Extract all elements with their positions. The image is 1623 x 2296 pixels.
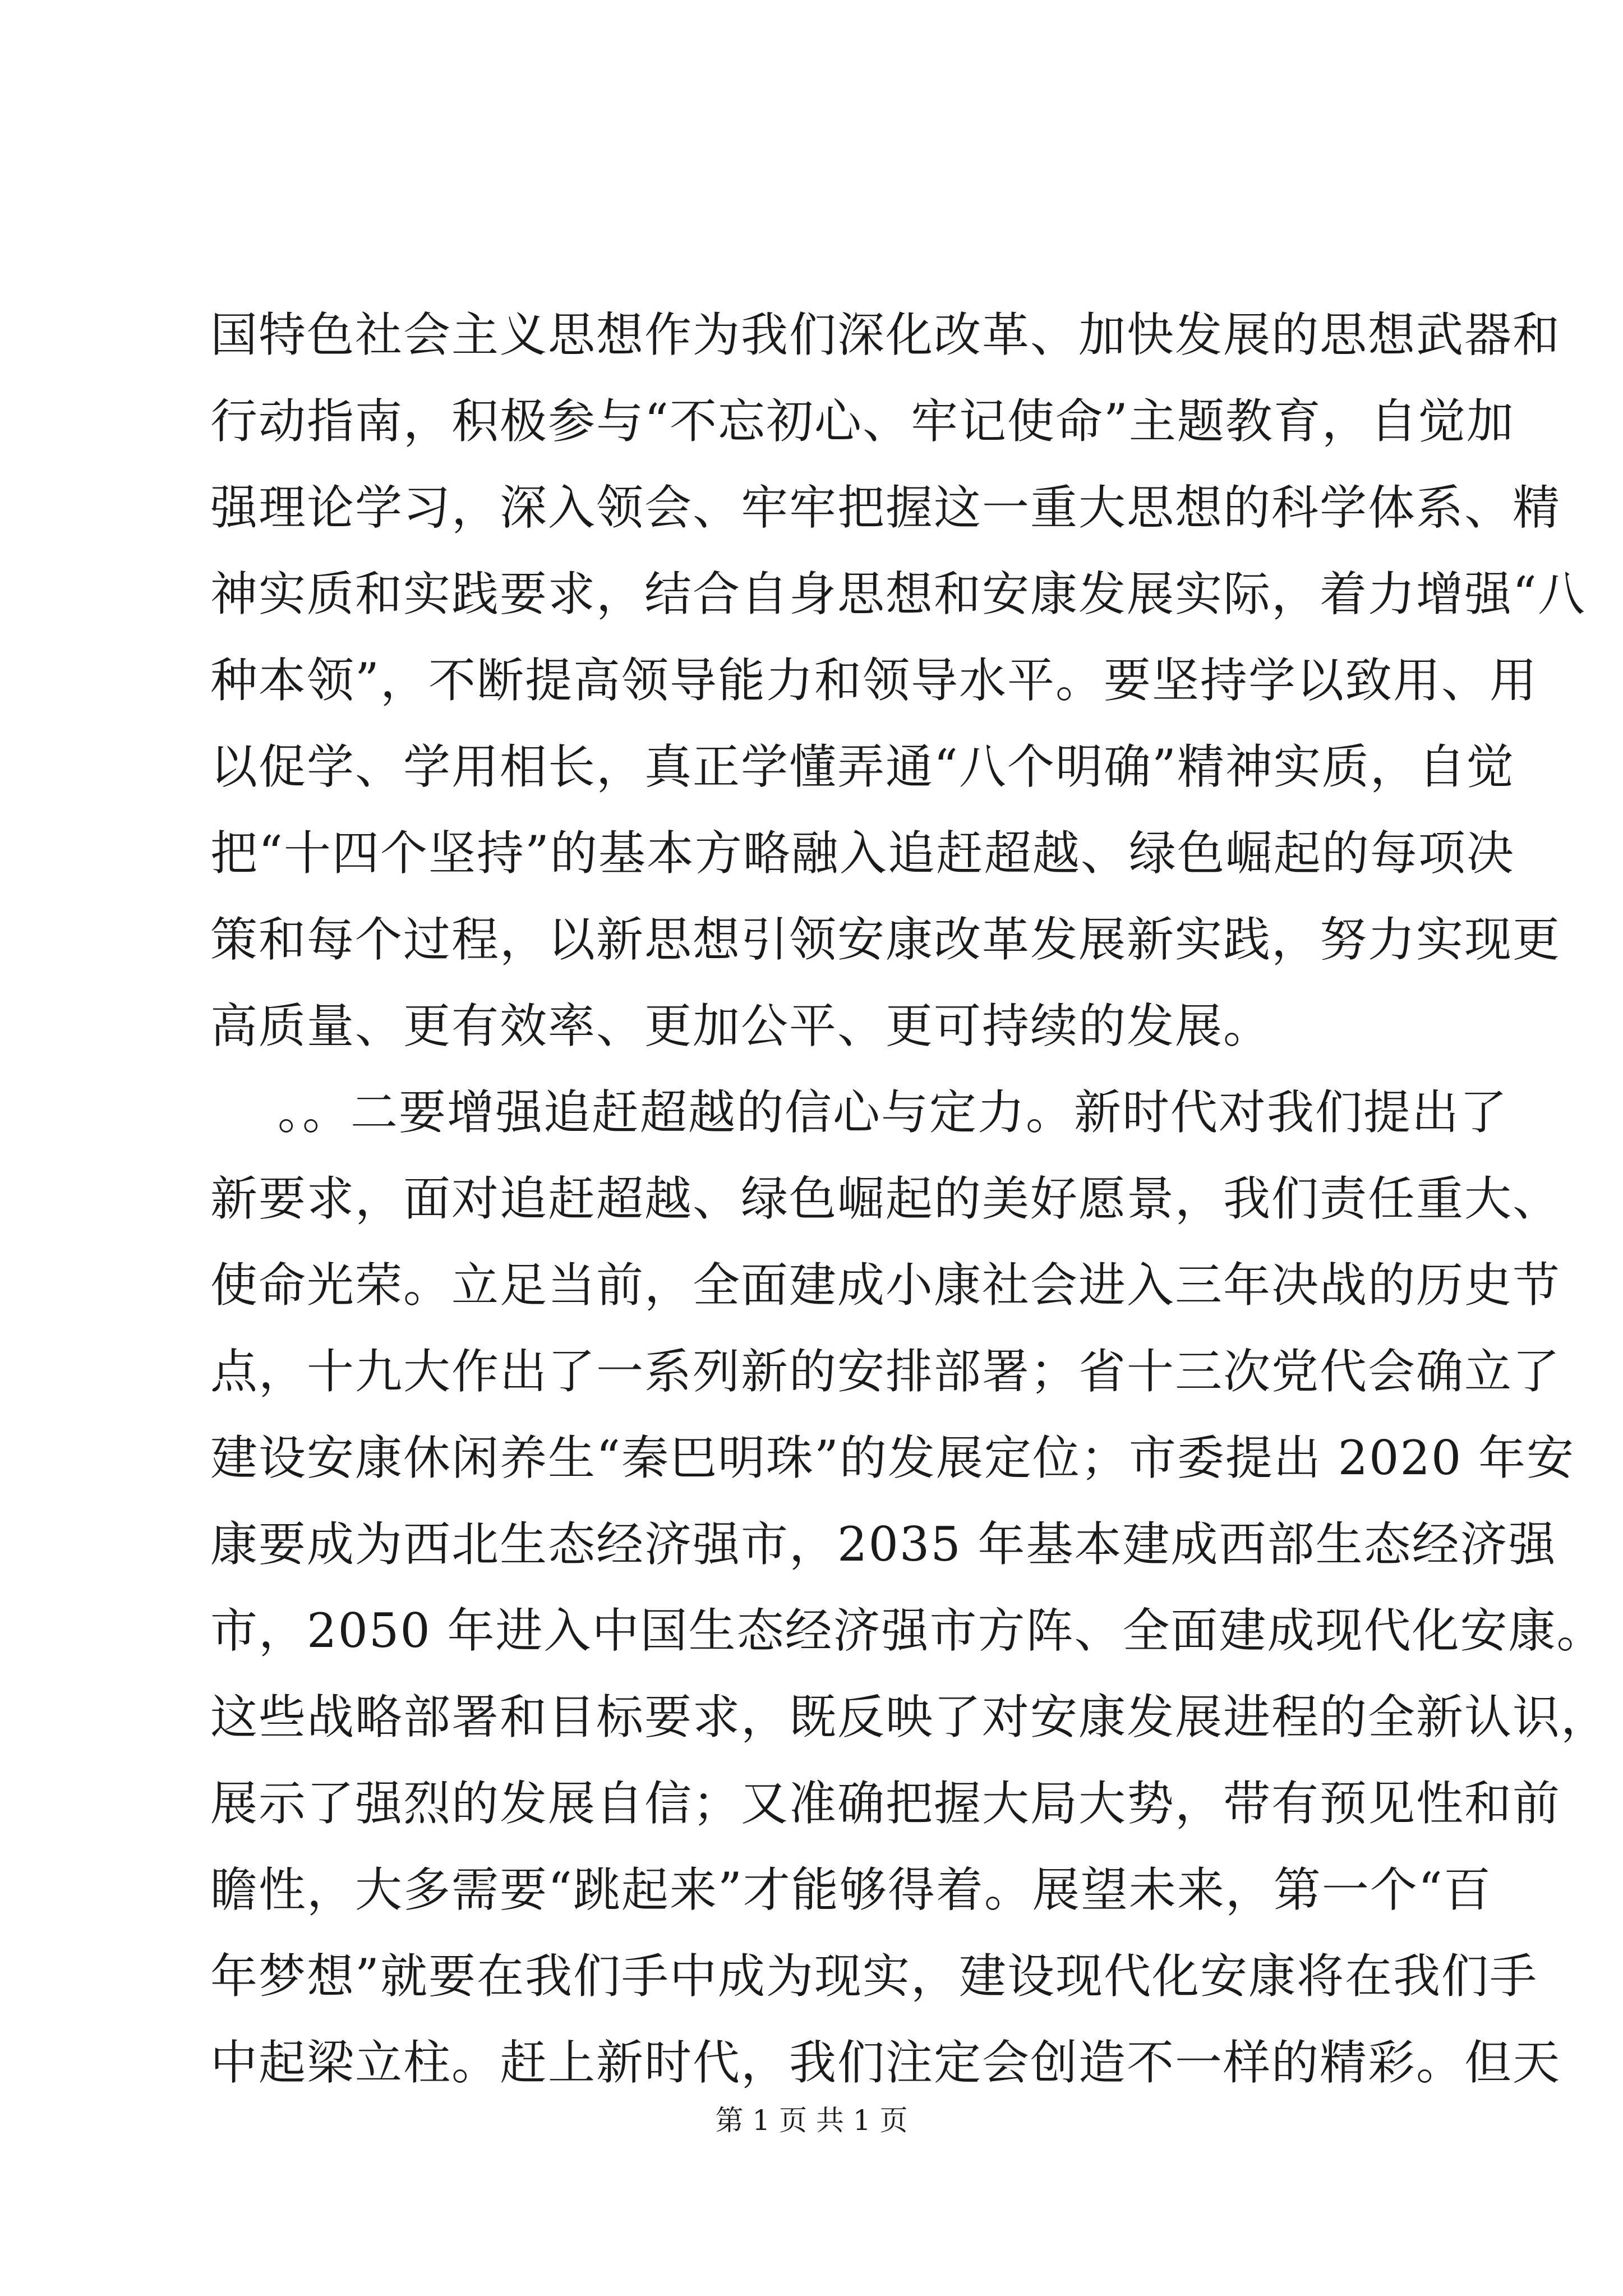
page-footer xyxy=(0,2104,1623,2137)
text-line: 神实质和实践要求，结合自身思想和安康发展实际，着力增强“八 xyxy=(210,567,1586,622)
text-line: 康要成为西北生态经济强市，2035 年基本建成西部生态经济强 xyxy=(210,1517,1557,1572)
text-line: 建设安康休闲养生“秦巴明珠”的发展定位；市委提出 2020 年安 xyxy=(210,1430,1575,1485)
text-line: 展示了强烈的发展自信；又准确把握大局大势，带有预见性和前 xyxy=(210,1776,1561,1831)
text-line: 中起梁立柱。赶上新时代，我们注定会创造不一样的精彩。但天 xyxy=(210,2035,1561,2090)
text-line: 种本领”，不断提高领导能力和领导水平。要坚持学以致用、用 xyxy=(210,653,1538,708)
text-line: 年梦想”就要在我们手中成为现实，建设现代化安康将在我们手 xyxy=(210,1949,1538,2004)
page-number-label: 第 1 页 共 1 页 xyxy=(715,2104,908,2137)
text-line: 国特色社会主义思想作为我们深化改革、加快发展的思想武器和 xyxy=(210,307,1561,362)
text-line: 把“十四个坚持”的基本方略融入追赶超越、绿色崛起的每项决 xyxy=(210,826,1515,881)
text-line: 以促学、学用相长，真正学懂弄通“八个明确”精神实质，自觉 xyxy=(210,739,1515,794)
text-line: 瞻性，大多需要“跳起来”才能够得着。展望未来，第一个“百 xyxy=(210,1862,1492,1917)
paragraph-1 xyxy=(210,292,1586,1069)
text-line: 市，2050 年进入中国生态经济强市方阵、全面建成现代化安康。 xyxy=(210,1603,1605,1658)
text-line: 点，十九大作出了一系列新的安排部署；省十三次党代会确立了 xyxy=(210,1344,1561,1399)
text-line: 这些战略部署和目标要求，既反映了对安康发展进程的全新认识， xyxy=(210,1690,1610,1745)
paragraph-2 xyxy=(210,1069,1610,2106)
document-body xyxy=(210,292,1610,2106)
text-line: 策和每个过程，以新思想引领安康改革发展新实践，努力实现更 xyxy=(210,912,1561,967)
text-line: 强理论学习，深入领会、牢牢把握这一重大思想的科学体系、精 xyxy=(210,480,1561,535)
text-line: 使命光荣。立足当前，全面建成小康社会进入三年决战的历史节 xyxy=(210,1258,1561,1313)
text-line: 。。二要增强追赶超越的信心与定力。新时代对我们提出了 xyxy=(278,1085,1509,1140)
text-line: 新要求，面对追赶超越、绿色崛起的美好愿景，我们责任重大、 xyxy=(210,1171,1561,1226)
text-line: 行动指南，积极参与“不忘初心、牢记使命”主题教育，自觉加 xyxy=(210,394,1515,449)
text-line: 高质量、更有效率、更加公平、更可持续的发展。 xyxy=(210,999,1272,1053)
